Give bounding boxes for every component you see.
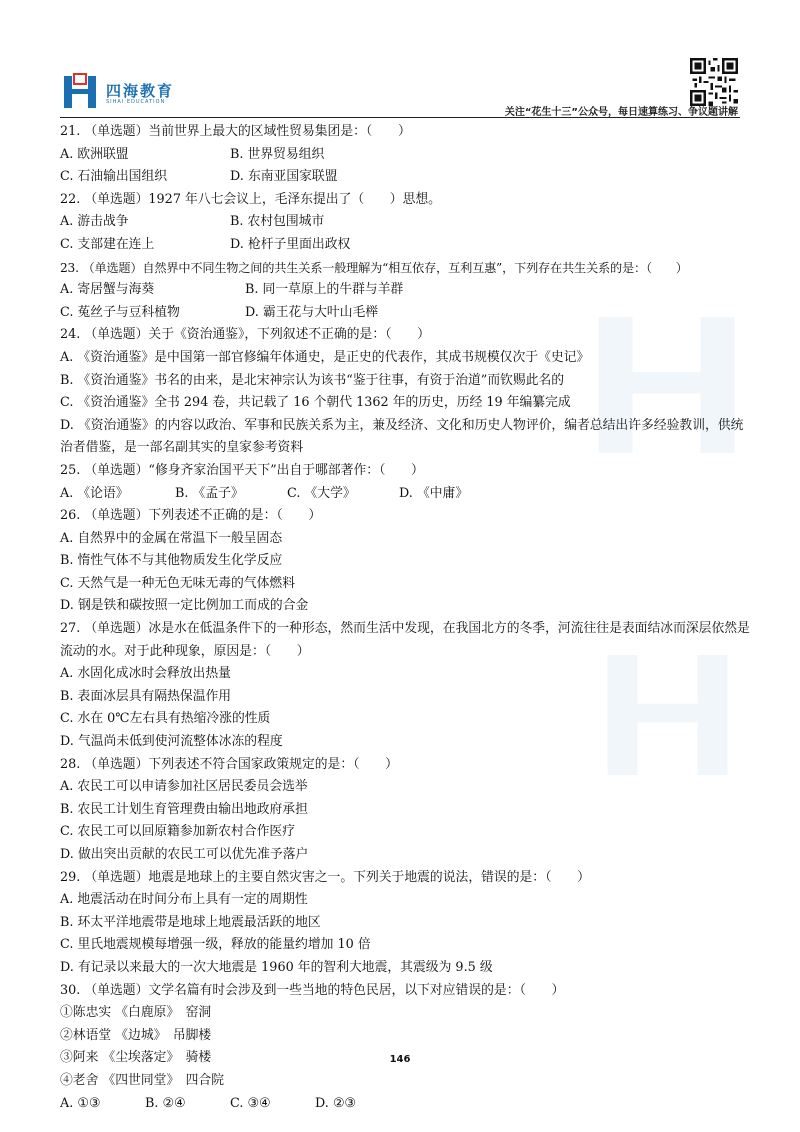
- option-row: [60, 234, 750, 257]
- option-row: [60, 211, 750, 234]
- question-28: [60, 754, 750, 867]
- question-23: [60, 257, 750, 325]
- option-b[interactable]: B. 农民工计划生育管理费由输出地政府承担: [60, 801, 308, 817]
- option-b[interactable]: B. 《孟子》: [175, 485, 244, 501]
- option-b[interactable]: B. 同一草原上的牛群与羊群: [245, 282, 404, 298]
- question-stem: 25. （单选题）“修身齐家治国平天下”出自于哪部著作：（ ）: [60, 462, 424, 478]
- question-stem: 23. （单选题）自然界中不同生物之间的共生关系一般理解为“相互依存，互利互惠”，下列存在共生关系的是：（ ）: [60, 260, 688, 275]
- statement-1: ①陈忠实 《白鹿原》 窑洞: [60, 1005, 212, 1021]
- question-26: [60, 505, 750, 618]
- option-c[interactable]: C. ③④: [230, 1095, 271, 1111]
- page-number: 146: [389, 1054, 411, 1065]
- question-stem: 24. （单选题）关于《资治通鉴》，下列叙述不正确的是：（ ）: [60, 327, 430, 343]
- option-c[interactable]: C. 水在 0℃左右具有热缩冷涨的性质: [60, 711, 271, 727]
- question-21: [60, 121, 750, 189]
- option-a[interactable]: A. 水固化成冰时会释放出热量: [60, 666, 231, 682]
- question-22: [60, 189, 750, 257]
- option-d[interactable]: D. 《资治通鉴》的内容以政治、军事和民族关系为主，兼及经济、文化和历史人物评价，编者总结出许多经验教训，供统治者借鉴，是一部名副其实的皇家参考资料: [60, 417, 744, 456]
- question-stem: 30. （单选题）文学名篇有时会涉及到一些当地的特色民居，以下对应错误的是：（ ）: [60, 982, 565, 998]
- logo-text: 四海教育: [106, 82, 175, 100]
- option-row: [60, 144, 750, 167]
- option-a[interactable]: A. 欧洲联盟: [60, 146, 129, 162]
- option-c[interactable]: C. 《大学》: [287, 485, 356, 501]
- option-a[interactable]: A. 地震活动在时间分布上具有一定的周期性: [60, 892, 308, 908]
- question-stem: 27. （单选题）冰是水在低温条件下的一种形态，然而生活中发现，在我国北方的冬季，河流往往是表面结冰而深层依然是流动的水。对于此种现象，原因是：（ ）: [60, 621, 750, 659]
- header-divider: [60, 117, 740, 118]
- qr-code-icon: [690, 58, 738, 106]
- option-c[interactable]: C. 支部建在连上: [60, 236, 155, 252]
- option-row: [60, 1093, 750, 1116]
- question-27: [60, 618, 750, 754]
- question-list: [60, 121, 750, 1115]
- statement-4: ④老舍 《四世同堂》 四合院: [60, 1072, 225, 1088]
- option-d[interactable]: D. 东南亚国家联盟: [230, 169, 338, 185]
- question-25: [60, 460, 750, 505]
- option-c[interactable]: C. 石油输出国组织: [60, 169, 168, 185]
- option-a[interactable]: A. ①③: [60, 1095, 101, 1111]
- logo-subtitle: SIHAI EDUCATION: [106, 99, 166, 105]
- option-c[interactable]: C. 天然气是一种无色无味无毒的气体燃料: [60, 575, 296, 591]
- option-a[interactable]: A. 自然界中的金属在常温下一般呈固态: [60, 530, 283, 546]
- option-c[interactable]: C. 《资治通鉴》全书 294 卷，共记载了 16 个朝代 1362 年的历史，历经 19 年编纂完成: [60, 395, 571, 411]
- option-d[interactable]: D. 霸王花与大叶山毛榉: [245, 304, 379, 320]
- page-header: [0, 0, 800, 118]
- question-stem: 21. （单选题）当前世界上最大的区域性贸易集团是：（ ）: [60, 124, 411, 139]
- statement-3: ③阿来 《尘埃落定》 骑楼: [60, 1050, 212, 1066]
- option-a[interactable]: A. 农民工可以申请参加社区居民委员会选举: [60, 779, 308, 795]
- option-row: [60, 302, 750, 325]
- question-stem: 29. （单选题）地震是地球上的主要自然灾害之一。下列关于地震的说法，错误的是：（ ）: [60, 869, 590, 885]
- option-d[interactable]: D. ②③: [315, 1095, 356, 1111]
- question-29: [60, 867, 750, 980]
- option-b[interactable]: B. ②④: [145, 1095, 186, 1111]
- option-b[interactable]: B. 《资治通鉴》书名的由来，是北宋神宗认为该书“鉴于往事，有资于治道”而钦赐此名的: [60, 372, 565, 388]
- option-b[interactable]: B. 农村包围城市: [230, 214, 325, 230]
- option-a[interactable]: A. 《资治通鉴》是中国第一部官修编年体通史，是正史的代表作，其成书规模仅次于《史记》: [60, 349, 590, 365]
- option-c[interactable]: C. 菟丝子与豆科植物: [60, 304, 180, 320]
- header-note: 关注“花生十三”公众号，每日速算练习、争议题讲解: [504, 107, 738, 118]
- option-c[interactable]: C. 里氏地震规模每增强一级，释放的能量约增加 10 倍: [60, 937, 371, 953]
- option-c[interactable]: C. 农民工可以回原籍参加新农村合作医疗: [60, 824, 296, 840]
- statement-2: ②林语堂 《边城》 吊脚楼: [60, 1027, 212, 1043]
- question-stem: 28. （单选题）下列表述不符合国家政策规定的是：（ ）: [60, 756, 398, 772]
- option-d[interactable]: D. 气温尚未低到使河流整体冰冻的程度: [60, 734, 283, 750]
- option-d[interactable]: D. 《中庸》: [399, 485, 469, 501]
- question-24: [60, 324, 750, 460]
- option-d[interactable]: D. 做出突出贡献的农民工可以优先准予落户: [60, 847, 309, 862]
- option-a[interactable]: A. 《论语》: [60, 485, 129, 501]
- option-a[interactable]: A. 游击战争: [60, 214, 129, 230]
- option-d[interactable]: D. 枪杆子里面出政权: [230, 236, 351, 252]
- option-row: [60, 483, 750, 506]
- option-b[interactable]: B. 表面冰层具有隔热保温作用: [60, 688, 232, 704]
- option-row: [60, 279, 750, 302]
- sihai-logo-icon: [62, 72, 102, 112]
- option-d[interactable]: D. 有记录以来最大的一次大地震是 1960 年的智利大地震，其震级为 9.5 级: [60, 959, 493, 975]
- option-d[interactable]: D. 钢是铁和碳按照一定比例加工而成的合金: [60, 598, 309, 614]
- question-stem: 22. （单选题）1927 年八七会议上，毛泽东提出了（ ）思想。: [60, 191, 441, 207]
- option-a[interactable]: A. 寄居蟹与海葵: [60, 282, 155, 298]
- option-b[interactable]: B. 世界贸易组织: [230, 146, 325, 162]
- question-30: [60, 980, 750, 1116]
- option-row: [60, 166, 750, 189]
- option-b[interactable]: B. 环太平洋地震带是地球上地震最活跃的地区: [60, 914, 321, 930]
- option-b[interactable]: B. 惰性气体不与其他物质发生化学反应: [60, 553, 283, 569]
- question-stem: 26. （单选题）下列表述不正确的是：（ ）: [60, 508, 322, 524]
